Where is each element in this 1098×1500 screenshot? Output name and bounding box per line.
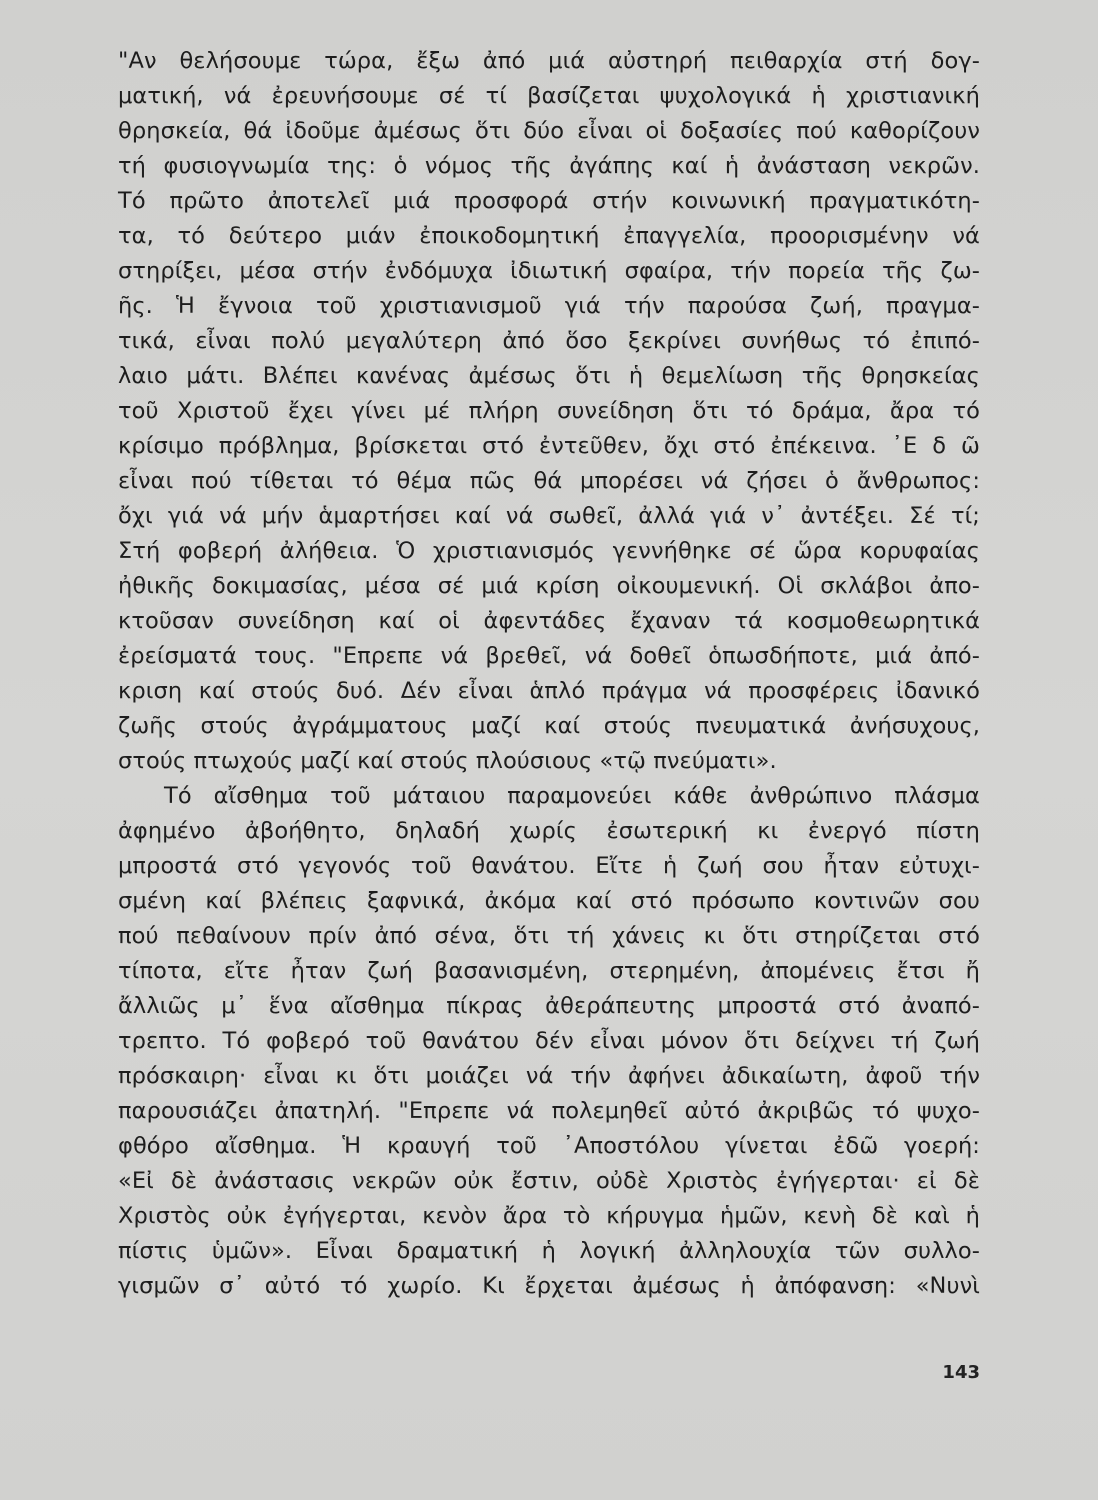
text-line: πού πεθαίνουν πρίν ἀπό σένα, ὅτι τή χάνεις κι ὅτι στηρίζεται στό bbox=[118, 923, 980, 949]
text-line: γισμῶν σ᾿ αὐτό τό χωρίο. Κι ἔρχεται ἀμέσως ἡ ἀπόφανση: «Νυνὶ bbox=[118, 1273, 980, 1299]
text-line: κτοῦσαν συνείδηση καί οἱ ἀφεντάδες ἔχαναν τά κοσμοθεωρητικά bbox=[118, 608, 980, 634]
text-line: ἠθικῆς δοκιμασίας, μέσα σέ μιά κρίση οἰκουμενική. Οἱ σκλάβοι ἀπο- bbox=[118, 573, 980, 599]
text-line: μπροστά στό γεγονός τοῦ θανάτου. Εἴτε ἡ ζωή σου ἦταν εὐτυχι- bbox=[118, 853, 980, 879]
text-line: ῆς. Ἡ ἔγνοια τοῦ χριστιανισμοῦ γιά τήν παρούσα ζωή, πραγμα- bbox=[118, 293, 980, 319]
text-line: τοῦ Χριστοῦ ἔχει γίνει μέ πλήρη συνείδηση ὅτι τό δράμα, ἄρα τό bbox=[118, 398, 980, 424]
paragraph-1 bbox=[118, 44, 980, 779]
text-line: Χριστὸς οὐκ ἐγήγερται, κενὸν ἄρα τὸ κήρυγμα ἡμῶν, κενὴ δὲ καὶ ἡ bbox=[118, 1203, 980, 1229]
text-line: λαιο μάτι. Βλέπει κανένας ἀμέσως ὅτι ἡ θεμελίωση τῆς θρησκείας bbox=[118, 363, 980, 389]
text-line: «Εἰ δὲ ἀνάστασις νεκρῶν οὐκ ἔστιν, οὐδὲ Χριστὸς ἐγήγερται· εἰ δὲ bbox=[118, 1168, 980, 1194]
text-line: εἶναι πού τίθεται τό θέμα πῶς θά μπορέσει νά ζήσει ὁ ἄνθρωπος: bbox=[118, 468, 980, 494]
text-line: τα, τό δεύτερο μιάν ἐποικοδομητική ἐπαγγελία, προορισμένην νά bbox=[118, 223, 980, 249]
text-line: ἐρείσματά τους. "Επρεπε νά βρεθεῖ, νά δοθεῖ ὁπωσδήποτε, μιά ἀπό- bbox=[118, 643, 980, 669]
text-line: ἄλλιῶς μ᾿ ἕνα αἴσθημα πίκρας ἀθεράπευτης μπροστά στό ἀναπό- bbox=[118, 993, 980, 1019]
text-line: Τό αἴσθημα τοῦ μάταιου παραμονεύει κάθε ἀνθρώπινο πλάσμα bbox=[164, 783, 980, 809]
text-line: "Αν θελήσουμε τώρα, ἔξω ἀπό μιά αὐστηρή πειθαρχία στή δογ- bbox=[118, 48, 980, 74]
text-line: τίποτα, εἴτε ἦταν ζωή βασανισμένη, στερημένη, ἀπομένεις ἔτσι ἤ bbox=[118, 958, 980, 984]
text-line: Στή φοβερή ἀλήθεια. Ὁ χριστιανισμός γεννήθηκε σέ ὥρα κορυφαίας bbox=[118, 538, 980, 564]
body-text bbox=[118, 44, 980, 1304]
text-line: ζωῆς στούς ἀγράμματους μαζί καί στούς πνευματικά ἀνήσυχους, bbox=[118, 713, 980, 739]
text-line: κριση καί στούς δυό. Δέν εἶναι ἁπλό πράγμα νά προσφέρεις ἰδανικό bbox=[118, 678, 980, 704]
text-line: ἀφημένο ἀβοήθητο, δηλαδή χωρίς ἐσωτερική κι ἐνεργό πίστη bbox=[118, 818, 980, 844]
text-line: σμένη καί βλέπεις ξαφνικά, ἀκόμα καί στό πρόσωπο κοντινῶν σου bbox=[118, 888, 980, 914]
text-line: κρίσιμο πρόβλημα, βρίσκεται στό ἐντεῦθεν, ὄχι στό ἐπέκεινα. ᾿Ε δ ῶ bbox=[118, 433, 980, 459]
text-line: θρησκεία, θά ἰδοῦμε ἀμέσως ὅτι δύο εἶναι οἱ δοξασίες πού καθορίζουν bbox=[118, 118, 980, 144]
text-line: παρουσιάζει ἀπατηλή. "Επρεπε νά πολεμηθεῖ αὐτό ἀκριβῶς τό ψυχο- bbox=[118, 1098, 980, 1124]
text-line: στούς πτωχούς μαζί καί στούς πλούσιους «τῷ πνεύματι». bbox=[118, 748, 777, 774]
page-number: 143 bbox=[942, 1362, 980, 1383]
text-line: τή φυσιογνωμία της: ὁ νόμος τῆς ἀγάπης καί ἡ ἀνάσταση νεκρῶν. bbox=[118, 153, 980, 179]
text-line: στηρίξει, μέσα στήν ἐνδόμυχα ἰδιωτική σφαίρα, τήν πορεία τῆς ζω- bbox=[118, 258, 980, 284]
text-line: ὄχι γιά νά μήν ἁμαρτήσει καί νά σωθεῖ, ἀλλά γιά ν᾿ ἀντέξει. Σέ τί; bbox=[118, 503, 980, 529]
text-line: φθόρο αἴσθημα. Ἡ κραυγή τοῦ ᾿Αποστόλου γίνεται ἐδῶ γοερή: bbox=[118, 1133, 980, 1159]
text-line: τικά, εἶναι πολύ μεγαλύτερη ἀπό ὅσο ξεκρίνει συνήθως τό ἐπιπό- bbox=[118, 328, 980, 354]
text-line: Τό πρῶτο ἀποτελεῖ μιά προσφορά στήν κοινωνική πραγματικότη- bbox=[118, 188, 980, 214]
paragraph-2 bbox=[118, 779, 980, 1304]
text-line: πρόσκαιρη· εἶναι κι ὅτι μοιάζει νά τήν ἀφήνει ἀδικαίωτη, ἀφοῦ τήν bbox=[118, 1063, 980, 1089]
text-line: ματική, νά ἐρευνήσουμε σέ τί βασίζεται ψυχολογικά ἡ χριστιανική bbox=[118, 83, 980, 109]
text-line: πίστις ὑμῶν». Εἶναι δραματική ἡ λογική ἀλληλουχία τῶν συλλο- bbox=[118, 1238, 980, 1264]
text-line: τρεπτο. Τό φοβερό τοῦ θανάτου δέν εἶναι μόνον ὅτι δείχνει τή ζωή bbox=[118, 1028, 980, 1054]
